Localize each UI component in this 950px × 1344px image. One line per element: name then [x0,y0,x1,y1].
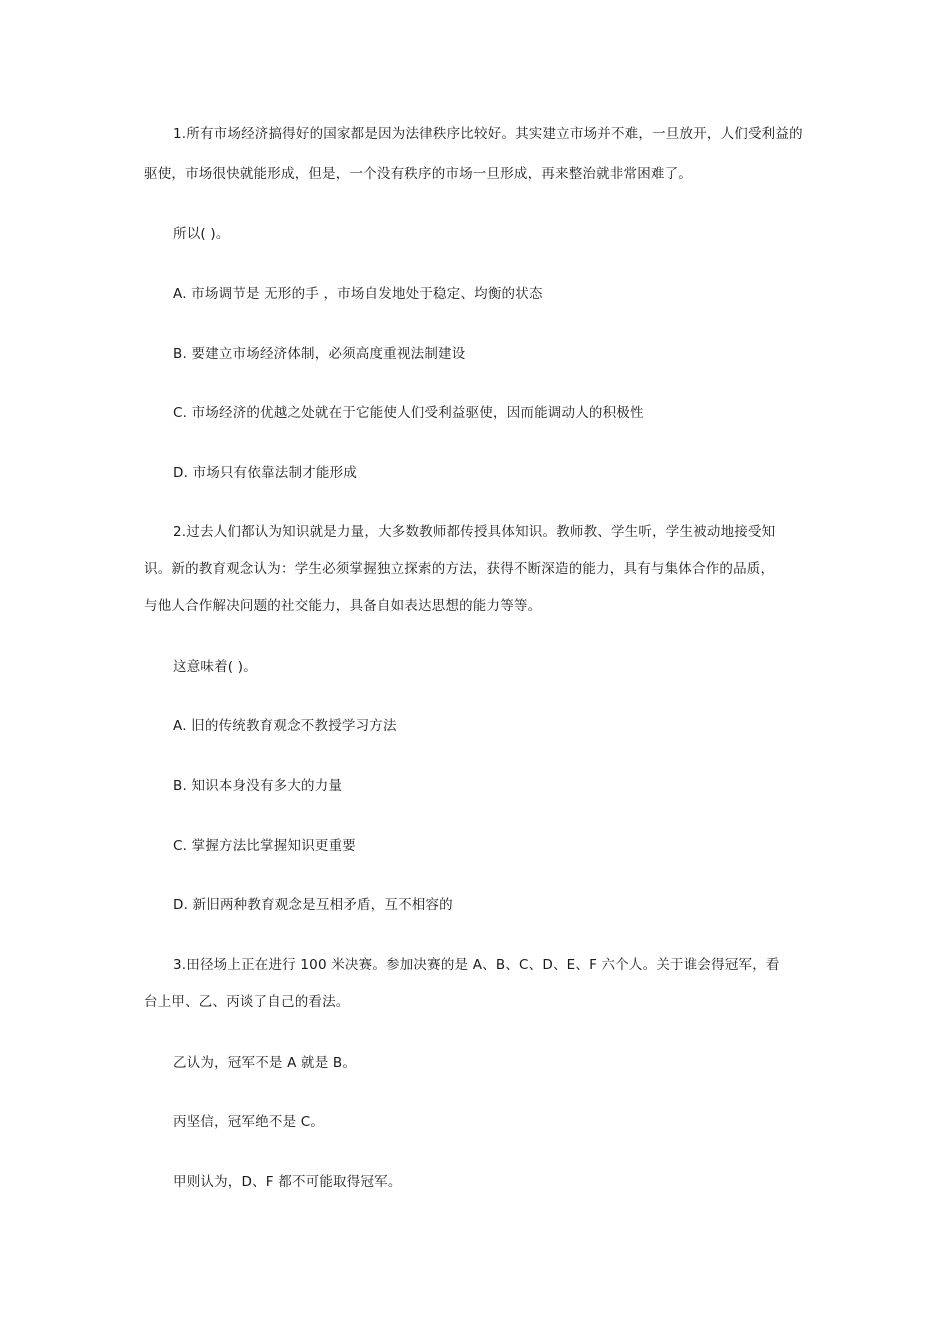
question-3-stem-line-1: 3.田径场上正在进行 100 米决赛。参加决赛的是 A、B、C、D、E、F 六个人。关于谁会得冠军，看 [173,957,780,973]
question-3-statement-1: 乙认为，冠军不是 A 就是 B。 [173,1055,357,1071]
question-3-statement-2: 丙坚信，冠军绝不是 C。 [173,1114,325,1130]
question-1-option-c: C. 市场经济的优越之处就在于它能使人们受利益驱使，因而能调动人的积极性 [173,405,644,421]
question-1-prompt: 所以( )。 [173,226,230,242]
question-1-option-b: B. 要建立市场经济体制，必须高度重视法制建设 [173,346,466,362]
question-1-option-a: A. 市场调节是 无形的手 ，市场自发地处于稳定、均衡的状态 [173,286,543,302]
question-2-option-b: B. 知识本身没有多大的力量 [173,778,343,794]
question-3-stem-line-2: 台上甲、乙、丙谈了自己的看法。 [144,994,350,1010]
question-1-option-d: D. 市场只有依靠法制才能形成 [173,465,357,481]
question-2-option-d: D. 新旧两种教育观念是互相矛盾，互不相容的 [173,897,453,913]
question-1-stem-line-2: 驱使，市场很快就能形成，但是，一个没有秩序的市场一旦形成，再来整治就非常困难了。 [144,166,692,182]
question-2-prompt: 这意味着( )。 [173,659,257,675]
question-3-statement-3: 甲则认为，D、F 都不可能取得冠军。 [173,1174,402,1190]
question-2-option-a: A. 旧的传统教育观念不教授学习方法 [173,718,397,734]
question-2-option-c: C. 掌握方法比掌握知识更重要 [173,838,357,854]
question-2-stem-line-2: 识。新的教育观念认为：学生必须掌握独立探索的方法，获得不断深造的能力，具有与集体合作的品质， [144,561,775,577]
question-1-stem-line-1: 1.所有市场经济搞得好的国家都是因为法律秩序比较好。其实建立市场并不难，一旦放开，人们受利益的 [173,126,803,142]
question-2-stem-line-3: 与他人合作解决问题的社交能力，具备自如表达思想的能力等等。 [144,598,542,614]
question-2-stem-line-1: 2.过去人们都认为知识就是力量，大多数教师都传授具体知识。教师教、学生听，学生被动地接受知 [173,524,776,540]
